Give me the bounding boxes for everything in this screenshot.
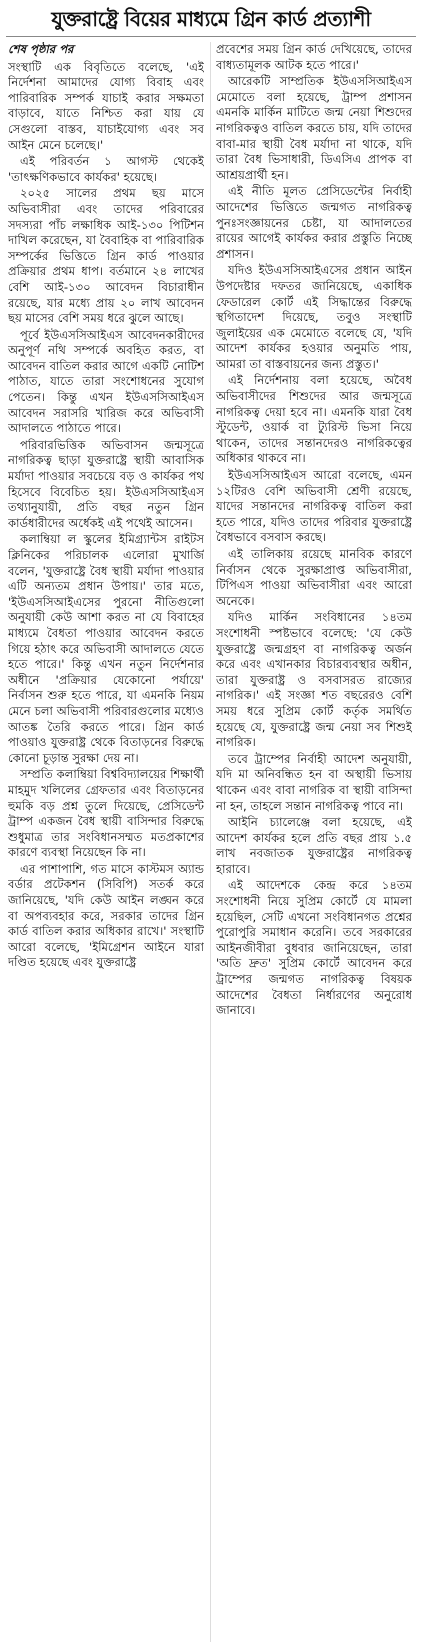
left-column [8, 42, 204, 1644]
continued-kicker: শেষ পৃষ্ঠার পর [8, 42, 74, 56]
headline-divider [6, 36, 416, 37]
paragraph: এই আদেশকে কেন্দ্র করে ১৪তম সংশোধনী নিয়ে সুপ্রিম কোর্টে যে মামলা হয়েছিল, সেটি এখনো সংবিধানগত প্রশ্নের পুরোপুরি সমাধান করেনি। তবে সরকারের আইনজীবীরা বুধবার জানিয়েছেন, তারা 'অতি দ্রুত' সুপ্রিম কোর্টে আবেদন করে ট্রাম্পের জন্মগত নাগরিকত্ব বিষয়ক আদেশের বৈধতা নির্ধারণের অনুরোধ জানাবে। [216, 878, 412, 1018]
right-column [216, 42, 412, 1644]
paragraph: আরেকটি সাম্প্রতিক ইউএসসিআইএস মেমোতে বলা হয়েছে, ট্রাম্প প্রশাসন এমনকি মার্কিন মাটিতে জন্ম নেয়া শিশুদের নাগরিকত্বও বাতিল করতে চায়, যদি তাদের বাবা-মার স্থায়ী বৈধ মর্যাদা না থাকে, যদি তারা বৈধ ভিসাধারী, ডিএসিএ প্রাপক বা আশ্রয়প্রার্থী হন। [216, 74, 412, 182]
paragraph: যদিও ইউএসসিআইএসের প্রধান আইন উপদেষ্টার দফতর জানিয়েছে, একাধিক ফেডারেল কোর্ট এই সিদ্ধান্তের বিরুদ্ধে স্থগিতাদেশ দিয়েছে, তবুও সংস্থাটি জুলাইয়ের এক মেমোতে বলেছে যে, 'যদি আদেশ কার্যকর হওয়ার অনুমতি পায়, আমরা তা বাস্তবায়নের জন্য প্রস্তুত।' [216, 263, 412, 371]
paragraph: ইউএসসিআইএস আরো বলেছে, এমন ১২টিরও বেশি অভিবাসী শ্রেণী রয়েছে, যাদের সন্তানদের নাগরিকত্ব বাতিল করা হতে পারে, যদিও তাদের পরিবার যুক্তরাষ্ট্রে বৈধভাবে বসবাস করছে। [216, 468, 412, 545]
column-divider [210, 42, 211, 1642]
paragraph: এই নীতি মূলত প্রেসিডেন্টের নির্বাহী আদেশের ভিত্তিতে জন্মগত নাগরিকত্ব পুনঃসংজ্ঞায়নের চেষ্টা, যা আদালতের রায়ের আগেই কার্যকর করার প্রস্তুতি নিচ্ছে প্রশাসন। [216, 184, 412, 261]
paragraph: এই পরিবর্তন ১ আগস্ট থেকেই 'তাৎক্ষণিকভাবে কার্যকর' হয়েছে। [8, 154, 204, 184]
paragraph: যদিও মার্কিন সংবিধানের ১৪তম সংশোধনী স্পষ্টভাবে বলেছে: 'যে কেউ যুক্তরাষ্ট্রে জন্মগ্রহণ বা নাগরিকত্ব অর্জন করে এবং এখানকার বিচারব্যবস্থার অধীন, তারা যুক্তরাষ্ট্র ও বসবাসরত রাজ্যের নাগরিক।' এই সংজ্ঞা শত বছরেরও বেশি সময় ধরে সুপ্রিম কোর্ট কর্তৃক সমর্থিত হয়েছে যে, যুক্তরাষ্ট্রে জন্ম নেয়া সব শিশুই নাগরিক। [216, 610, 412, 750]
paragraph: এই নির্দেশনায় বলা হয়েছে, অবৈধ অভিবাসীদের শিশুদের আর জন্মসূত্রে নাগরিকত্ব দেয়া হবে না। এমনকি যারা বৈধ স্টুডেন্ট, ওয়ার্ক বা ট্যুরিস্ট ভিসা নিয়ে থাকেন, তাদের সন্তানদেরও নাগরিকত্বের অধিকার থাকবে না। [216, 373, 412, 466]
paragraph: এর পাশাপাশি, গত মাসে কাস্টমস অ্যান্ড বর্ডার প্রটেকশন (সিবিপি) সতর্ক করে জানিয়েছে, 'যদি কেউ আইন লঙ্ঘন করে বা অপব্যবহার করে, সরকার তাদের গ্রিন কার্ড বাতিল করার অধিকার রাখে।' সংস্থাটি আরো বলেছে, 'ইমিগ্রেশন আইনে যারা দণ্ডিত হয়েছে এবং যুক্তরাষ্ট্রে [8, 861, 204, 970]
paragraph: সংস্থাটি এক বিবৃতিতে বলেছে, 'এই নির্দেশনা আমাদের যোগ্য বিবাহ এবং পারিবারিক সম্পর্ক যাচাই করার সক্ষমতা বাড়াবে, যাতে নিশ্চিত করা যায় যে সেগুলো বাস্তব, যাচাইযোগ্য এবং সব আইন মেনে চলেছে।' [8, 59, 204, 152]
headline: যুক্তরাষ্ট্রে বিয়ের মাধ্যমে গ্রিন কার্ড প্রত্যাশী [51, 7, 371, 31]
paragraph: এই তালিকায় রয়েছে মানবিক কারণে নির্বাসন থেকে সুরক্ষাপ্রাপ্ত অভিবাসীরা, টিপিএস পাওয়া অভিবাসীরা এবং আরো অনেকে। [216, 547, 412, 608]
paragraph: পূর্বে ইউএসসিআইএস আবেদনকারীদের অনুপূর্ণ নথি সম্পর্কে অবহিত করত, বা আবেদন বাতিল করার আগে একটি নোটিশ পাঠাত, যাতে তারা সংশোধনের সুযোগ পেতেন। কিন্তু এখন ইউএসসিআইএস আবেদন সরাসরি খারিজ করে অভিবাসী আদালতে পাঠাতে পারে। [8, 327, 204, 436]
paragraph: তবে ট্রাম্পের নির্বাহী আদেশ অনুযায়ী, যদি মা অনিবন্ধিত হন বা অস্থায়ী ভিসায় থাকেন এবং বাবা নাগরিক বা স্থায়ী বাসিন্দা না হন, তাহলে সন্তান নাগরিকত্ব পাবে না। [216, 751, 412, 813]
paragraph: কলাম্বিয়া ল স্কুলের ইমিগ্র্যান্টস রাইটস ক্লিনিকের পরিচালক এলোরা মুখার্জি বলেন, 'যুক্তরাষ্ট্রে বৈধ স্থায়ী মর্যাদা পাওয়ার এটি অন্যতম প্রধান উপায়।' তার মতে, 'ইউএসসিআইএসের পুরনো নীতিগুলো অনুযায়ী কেউ আশা করত না যে বিবাহের মাধ্যমে বৈধতা পাওয়ার আবেদন করতে গিয়ে হঠাৎ করে অভিবাসী আদালতে যেতে হতে পারে।' কিন্তু এখন নতুন নির্দেশনার অধীনে 'প্রক্রিয়ার যেকোনো পর্যায়ে' নির্বাসন শুরু হতে পারে, যা এমনকি নিয়ম মেনে চলা অভিবাসী পরিবারগুলোর মধ্যেও আতঙ্ক তৈরি করতে পারে। গ্রিন কার্ড পাওয়াও যুক্তরাষ্ট্র থেকে বিতাড়নের বিরুদ্ধে কোনো চূড়ান্ত সুরক্ষা দেয় না। [8, 532, 204, 765]
paragraph: আইনি চ্যালেঞ্জে বলা হয়েছে, এই আদেশ কার্যকর হলে প্রতি বছর প্রায় ১.৫ লাখ নবজাতক যুক্তরাষ্ট্রের নাগরিকত্ব হারাবে। [216, 815, 412, 876]
paragraph: পরিবারভিত্তিক অভিবাসন জন্মসূত্রে নাগরিকত্ব ছাড়া যুক্তরাষ্ট্রে স্থায়ী আবাসিক মর্যাদা পাওয়ার সবচেয়ে বড় ও কার্যকর পথ হিসেবে বিবেচিত হয়। ইউএসসিআইএস তথ্যানুযায়ী, প্রতি বছর নতুন গ্রিন কার্ডধারীদের অর্ধেকই এই পথেই আসেন। [8, 437, 204, 530]
paragraph: প্রবেশের সময় গ্রিন কার্ড দেখিয়েছে, তাদের বাধ্যতামূলক আটক হতে পারে।' [216, 42, 412, 72]
paragraph: সম্প্রতি কলাম্বিয়া বিশ্ববিদ্যালয়ের শিক্ষার্থী মাহমুদ খলিলের গ্রেফতার এবং বিতাড়নের হুমকি বড় প্রশ্ন তুলে দিয়েছে, প্রেসিডেন্ট ট্রাম্প একজন বৈধ স্থায়ী বাসিন্দার বিরুদ্ধে শুধুমাত্র তার সংবিধানসম্মত মতপ্রকাশের কারণে ব্যবস্থা নিয়েছেন কি না। [8, 767, 204, 860]
paragraph: ২০২৫ সালের প্রথম ছয় মাসে অভিবাসীরা এবং তাদের পরিবারের সদস্যরা পাঁচ লক্ষাধিক আই-১৩০ পিটিশন দাখিল করেছেন, যা বৈবাহিক বা পারিবারিক সম্পর্কের ভিত্তিতে গ্রিন কার্ড পাওয়ার প্রক্রিয়ার প্রথম ধাপ। বর্তমানে ২৪ লাখের বেশি আই-১৩০ আবেদন বিচারাধীন রয়েছে, যার মধ্যে প্রায় ২০ লাখ আবেদন ছয় মাসের বেশি সময় ধরে ঝুলে আছে। [8, 186, 204, 326]
